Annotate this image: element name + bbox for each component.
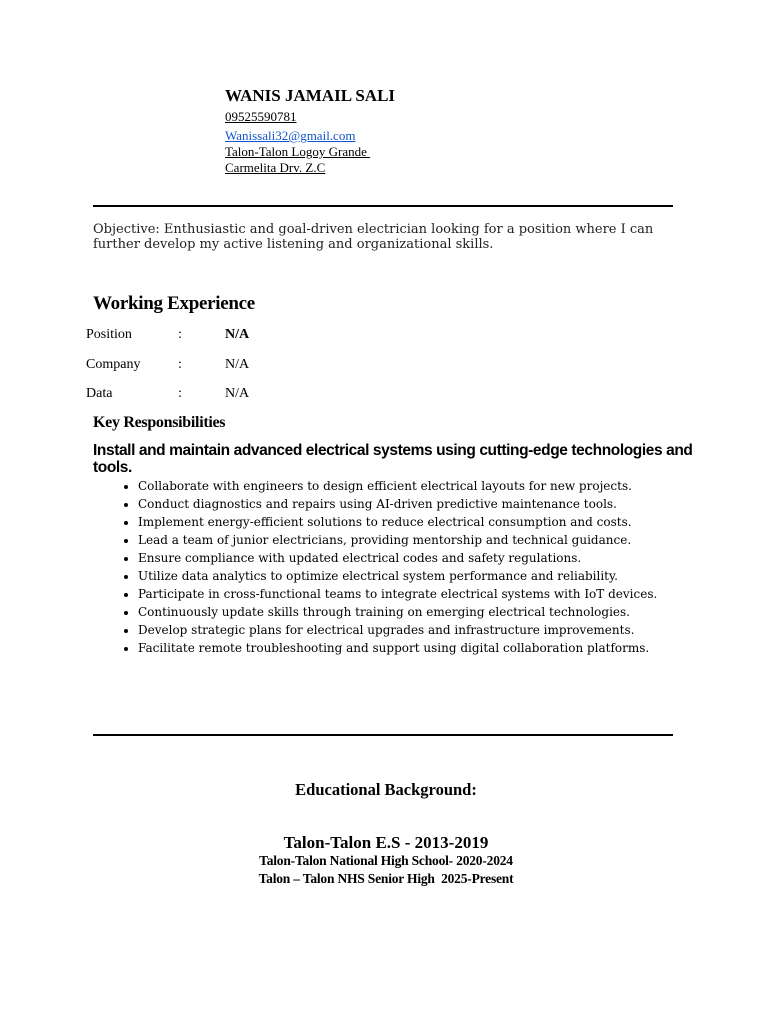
- applicant-name: WANIS JAMAIL SALI: [225, 86, 396, 105]
- experience-label: Position: [86, 327, 132, 342]
- objective-text: Objective: Enthusiastic and goal-driven electrician looking for a position where I can further develop my active listening and organizational skills.: [93, 222, 654, 252]
- list-item: • Collaborate with engineers to design efficient electrical layouts for new projects.: [138, 477, 657, 495]
- education-heading: Educational Background:: [295, 780, 477, 799]
- section-divider: [93, 734, 673, 736]
- list-item: • Ensure compliance with updated electrical codes and safety regulations.: [138, 549, 657, 567]
- list-item: • Conduct diagnostics and repairs using AI-driven predictive maintenance tools.: [138, 495, 657, 513]
- experience-colon: :: [178, 327, 182, 342]
- experience-value: N/A: [225, 327, 250, 342]
- email-link[interactable]: Wanissali32@gmail.com: [225, 128, 356, 143]
- education-entry: Talon-Talon E.S - 2013-2019: [283, 833, 489, 852]
- list-item: • Participate in cross-functional teams to integrate electrical systems with IoT devices.: [138, 585, 657, 603]
- header-divider: [93, 205, 673, 207]
- address-line-1: Talon-Talon Logoy Grande: [225, 144, 371, 159]
- education-entry: Talon-Talon National High School- 2020-2024: [259, 853, 513, 868]
- experience-value: N/A: [225, 386, 250, 401]
- key-responsibilities-heading: Key Responsibilities: [93, 414, 226, 431]
- responsibilities-list: [112, 477, 657, 657]
- list-item: • Continuously update skills through training on emerging electrical technologies.: [138, 603, 657, 621]
- working-experience-heading: Working Experience: [93, 293, 255, 314]
- experience-label: Data: [86, 386, 113, 401]
- experience-value: N/A: [225, 357, 250, 372]
- list-item: • Implement energy-efficient solutions to reduce electrical consumption and costs.: [138, 513, 657, 531]
- education-entry: Talon – Talon NHS Senior High 2025-Present: [258, 871, 514, 886]
- key-responsibilities-subtitle: Install and maintain advanced electrical systems using cutting-edge technologies and tools.: [93, 442, 693, 476]
- experience-colon: :: [178, 357, 182, 372]
- address-line-2: Carmelita Drv. Z.C: [225, 160, 326, 175]
- experience-label: Company: [86, 357, 141, 372]
- list-item: • Facilitate remote troubleshooting and support using digital collaboration platforms.: [138, 639, 657, 657]
- experience-colon: :: [178, 386, 182, 401]
- phone-number: 09525590781: [225, 109, 297, 124]
- list-item: • Lead a team of junior electricians, providing mentorship and technical guidance.: [138, 531, 657, 549]
- list-item: • Utilize data analytics to optimize electrical system performance and reliability.: [138, 567, 657, 585]
- list-item: • Develop strategic plans for electrical upgrades and infrastructure improvements.: [138, 621, 657, 639]
